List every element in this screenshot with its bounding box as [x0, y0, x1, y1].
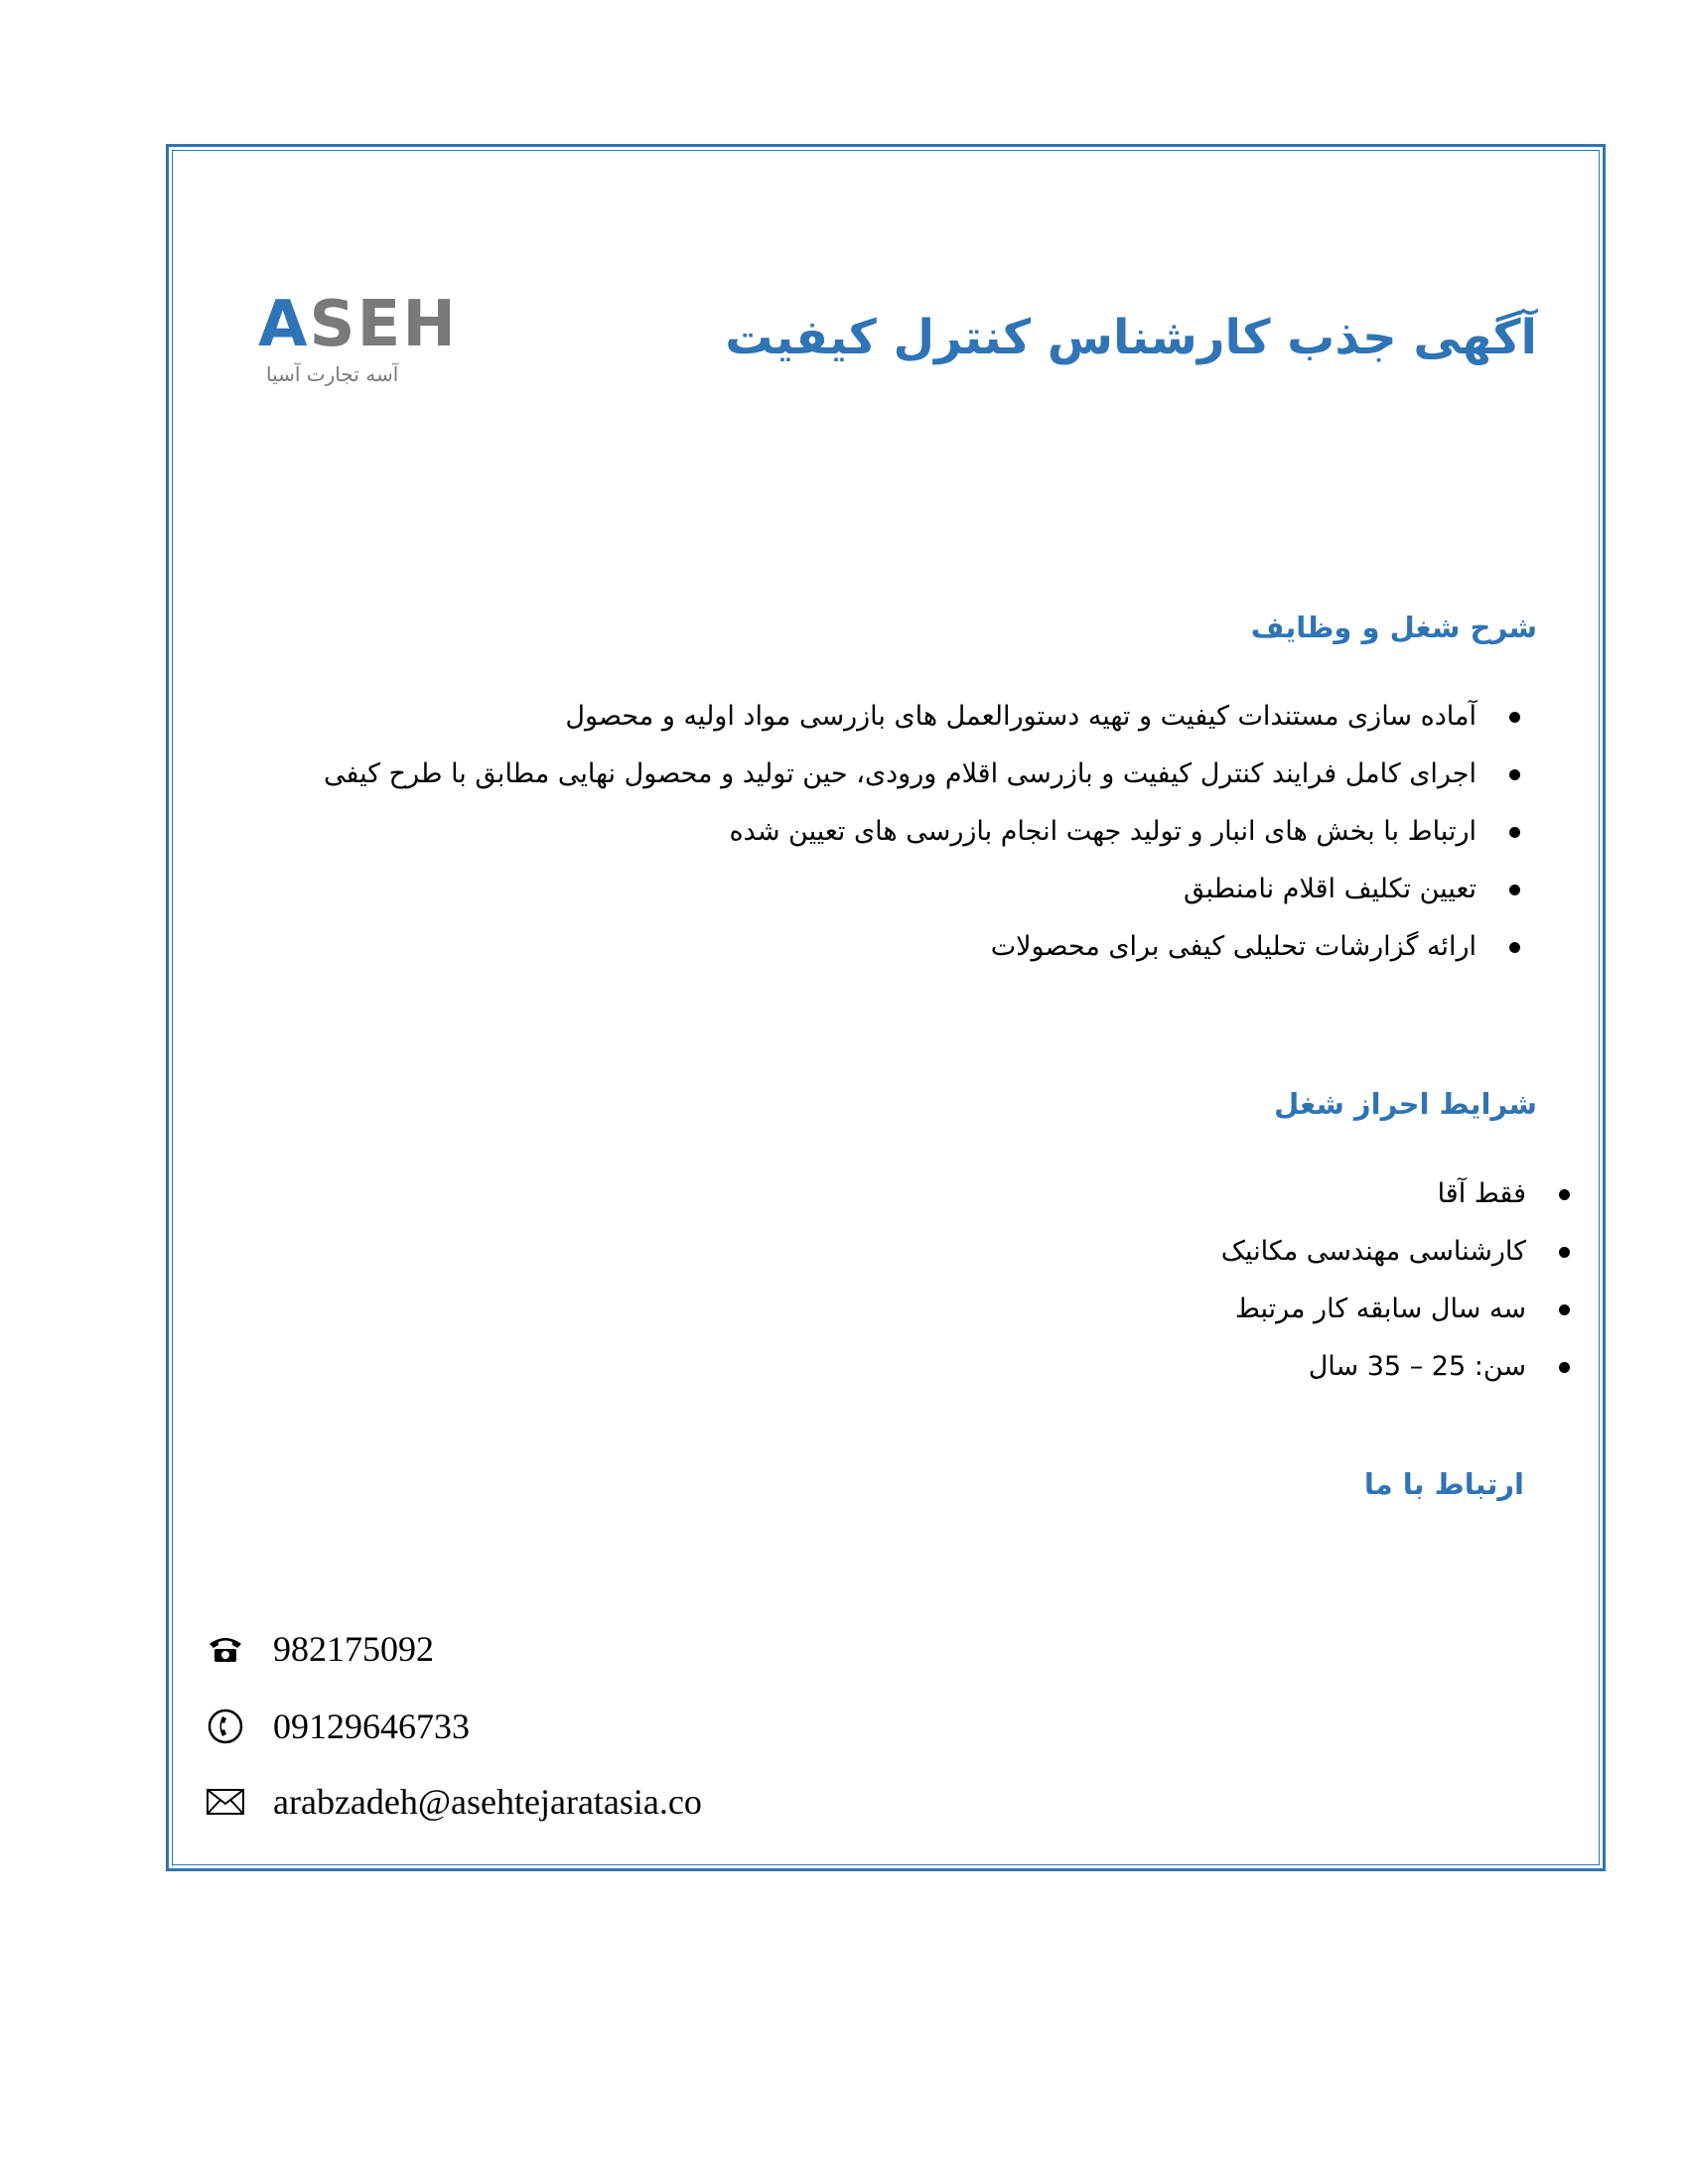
bullet-icon [1509, 712, 1520, 723]
telephone-icon [204, 1634, 247, 1664]
list-item-text: تعیین تکلیف اقلام نامنطبق [1184, 874, 1477, 904]
list-item [1221, 1338, 1526, 1396]
bullet-icon [1559, 1304, 1570, 1315]
list-item [324, 803, 1477, 861]
list-item [324, 688, 1477, 746]
list-item-text: سه سال سابقه کار مرتبط [1234, 1294, 1526, 1324]
list-item-text: آماده سازی مستندات کیفیت و تهیه دستورالعمل های بازرسی مواد اولیه و محصول [565, 701, 1477, 732]
bullet-icon [1509, 885, 1520, 895]
bullet-icon [1559, 1362, 1570, 1373]
envelope-icon [204, 1787, 247, 1817]
list-item [1221, 1165, 1526, 1223]
logo-letters-seh: SEH [309, 288, 458, 361]
logo-letter-a: A [258, 288, 310, 361]
list-item-text: ارائه گزارشات تحلیلی کیفی برای محصولات [990, 931, 1477, 962]
bullet-icon [1509, 769, 1520, 780]
list-item [324, 746, 1477, 803]
list-item [324, 861, 1477, 918]
handset-icon [204, 1708, 247, 1744]
page-title: آگهی جذب کارشناس کنترل کیفیت [725, 310, 1537, 365]
phone-row [204, 1628, 434, 1670]
list-item-text: سن: 25 – 35 سال [1308, 1351, 1526, 1382]
bullet-icon [1509, 942, 1520, 953]
list-item-text: ارتباط با بخش های انبار و تولید جهت انجام بازرسی های تعیین شده [729, 816, 1477, 847]
logo-wordmark [258, 288, 458, 361]
requirements-heading: شرایط احراز شغل [1274, 1087, 1537, 1121]
page-border [166, 144, 1606, 1871]
logo-subtitle: آسه تجارت آسیا [266, 362, 399, 386]
contact-heading: ارتباط با ما [1363, 1467, 1524, 1501]
email-address[interactable]: arabzadeh@asehtejaratasia.co [273, 1782, 702, 1822]
bullet-icon [1509, 827, 1520, 838]
company-logo [258, 288, 458, 392]
bullet-icon [1559, 1189, 1570, 1200]
mobile-number: 09129646733 [273, 1706, 470, 1746]
job-description-heading: شرح شغل و وظایف [1250, 611, 1537, 644]
email-row [204, 1781, 702, 1823]
list-item [1221, 1223, 1526, 1281]
list-item-text: کارشناسی مهندسی مکانیک [1220, 1236, 1526, 1267]
phone-number: 982175092 [273, 1629, 434, 1669]
requirements-list [1221, 1165, 1526, 1396]
bullet-icon [1559, 1247, 1570, 1258]
list-item-text: اجرای کامل فرایند کنترل کیفیت و بازرسی اقلام ورودی، حین تولید و محصول نهایی مطابق با طرح کیفی [323, 758, 1477, 789]
list-item-text: فقط آقا [1437, 1178, 1526, 1209]
job-description-list [324, 688, 1477, 976]
mobile-row [204, 1706, 470, 1747]
list-item [324, 918, 1477, 976]
list-item [1221, 1281, 1526, 1338]
